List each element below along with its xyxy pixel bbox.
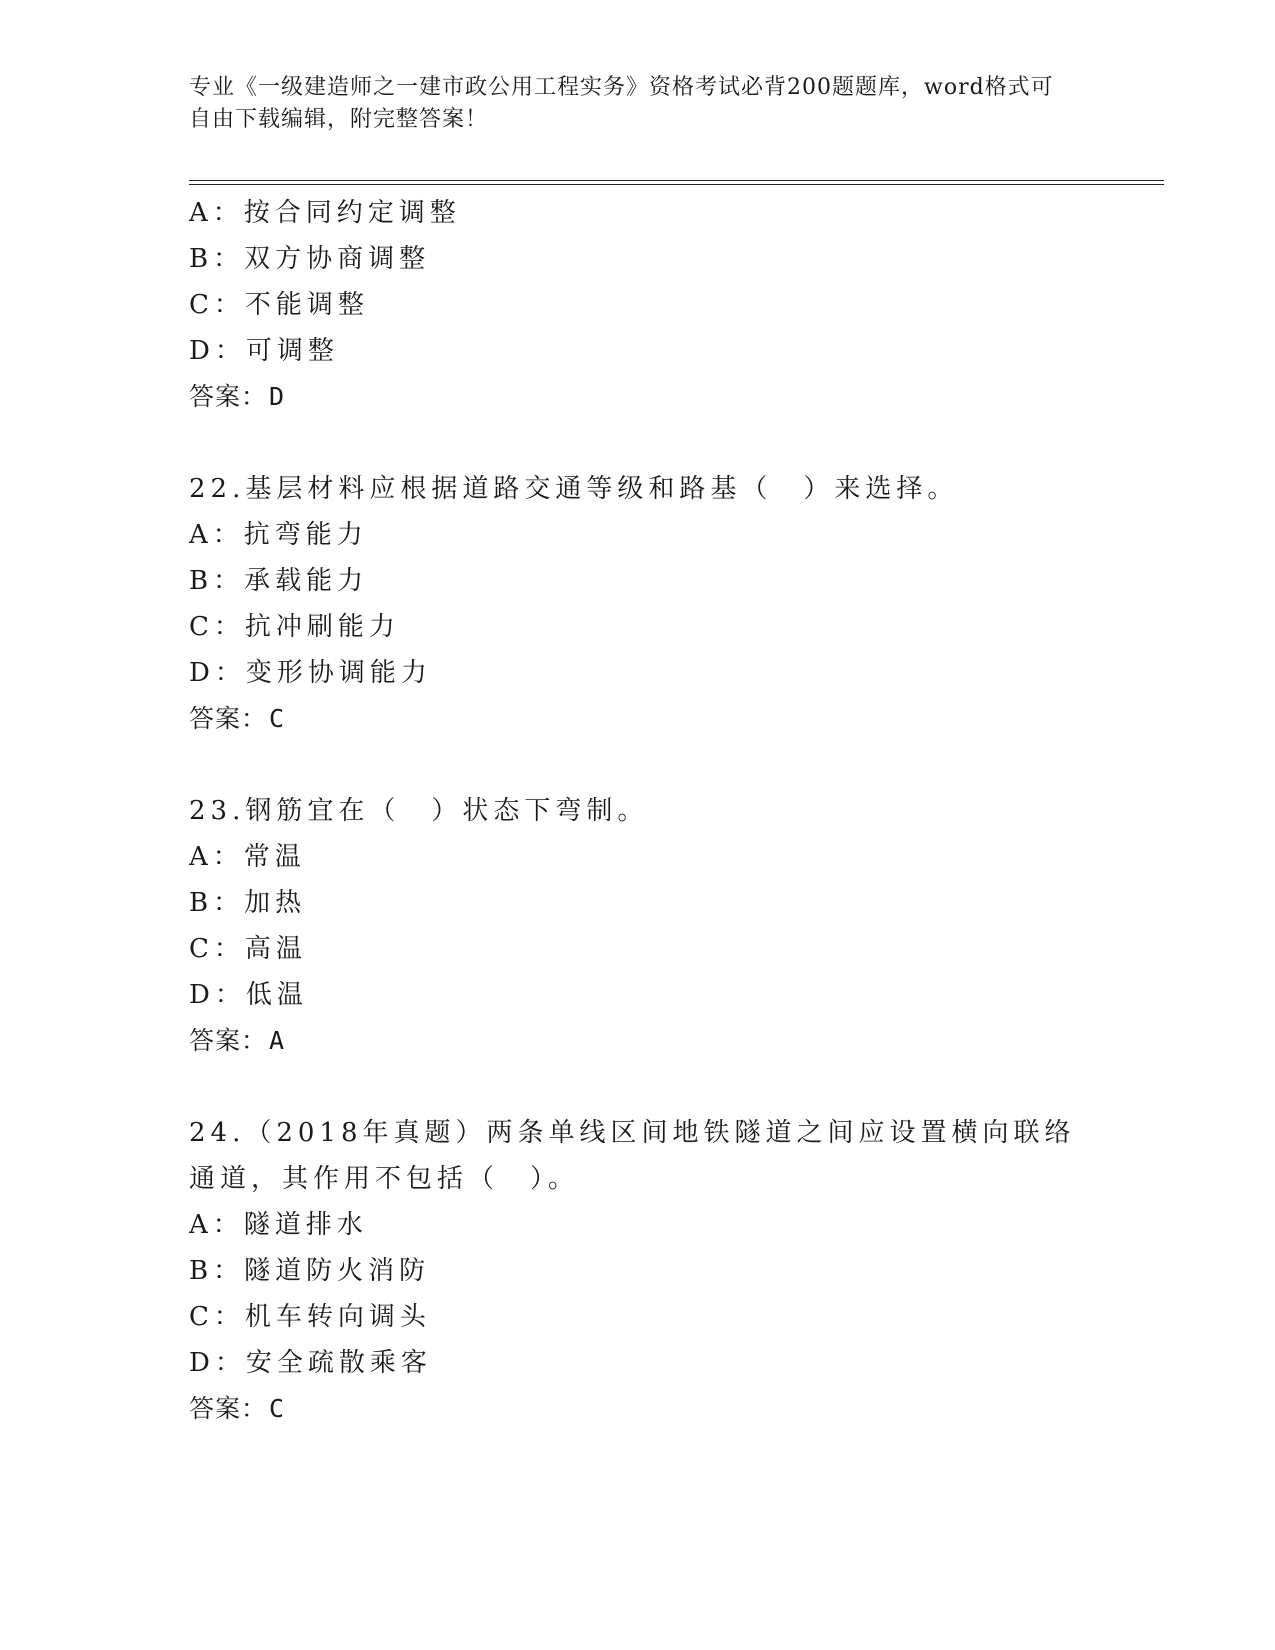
answer-label: 答案： (189, 1394, 268, 1423)
spacer (189, 742, 1149, 788)
header-text: 专业《一级建造师之一建市政公用工程实务》资格考试必背200题题库，word格式可自由下载编辑，附完整答案！ (189, 75, 1054, 132)
option-a: A：隧道排水 (189, 1210, 368, 1240)
question-23 (189, 788, 1149, 1064)
answer-line (189, 374, 1149, 420)
spacer (189, 1064, 1149, 1110)
question-24 (189, 1110, 1149, 1432)
answer-line (189, 696, 1149, 742)
header-divider-top (189, 180, 1164, 181)
answer-value: C (269, 1394, 286, 1423)
option-d: D：变形协调能力 (189, 658, 432, 688)
question-stem: 24.（2018年真题）两条单线区间地铁隧道之间应设置横向联络通道，其作用不包括（ ）。 (189, 1118, 1076, 1194)
option-d: D：可调整 (189, 336, 339, 366)
answer-line (189, 1386, 1149, 1432)
question-stem: 22.基层材料应根据道路交通等级和路基（ ）来选择。 (189, 474, 959, 504)
option-c: C：抗冲刷能力 (189, 612, 400, 642)
header-divider-bottom (189, 184, 1164, 185)
document-header (189, 72, 1069, 136)
option-a: A：抗弯能力 (189, 520, 368, 550)
answer-label: 答案： (189, 704, 268, 733)
question-21 (189, 190, 1149, 420)
option-a: A：按合同约定调整 (189, 198, 461, 228)
answer-line (189, 1018, 1149, 1064)
question-22 (189, 466, 1149, 742)
spacer (189, 420, 1149, 466)
option-d: D：低温 (189, 980, 308, 1010)
answer-label: 答案： (189, 1026, 268, 1055)
option-b: B：隧道防火消防 (189, 1256, 431, 1286)
option-d: D：安全疏散乘客 (189, 1348, 432, 1378)
question-stem: 23.钢筋宜在（ ）状态下弯制。 (189, 796, 649, 826)
option-b: B：加热 (189, 888, 307, 918)
option-b: B：双方协商调整 (189, 244, 431, 274)
option-b: B：承载能力 (189, 566, 369, 596)
answer-value: A (269, 1026, 286, 1055)
answer-value: D (269, 382, 286, 411)
option-a: A：常温 (189, 842, 306, 872)
option-c: C：高温 (189, 934, 307, 964)
answer-value: C (269, 704, 286, 733)
option-c: C：机车转向调头 (189, 1302, 431, 1332)
option-c: C：不能调整 (189, 290, 369, 320)
answer-label: 答案： (189, 382, 268, 411)
question-list (189, 190, 1149, 1432)
